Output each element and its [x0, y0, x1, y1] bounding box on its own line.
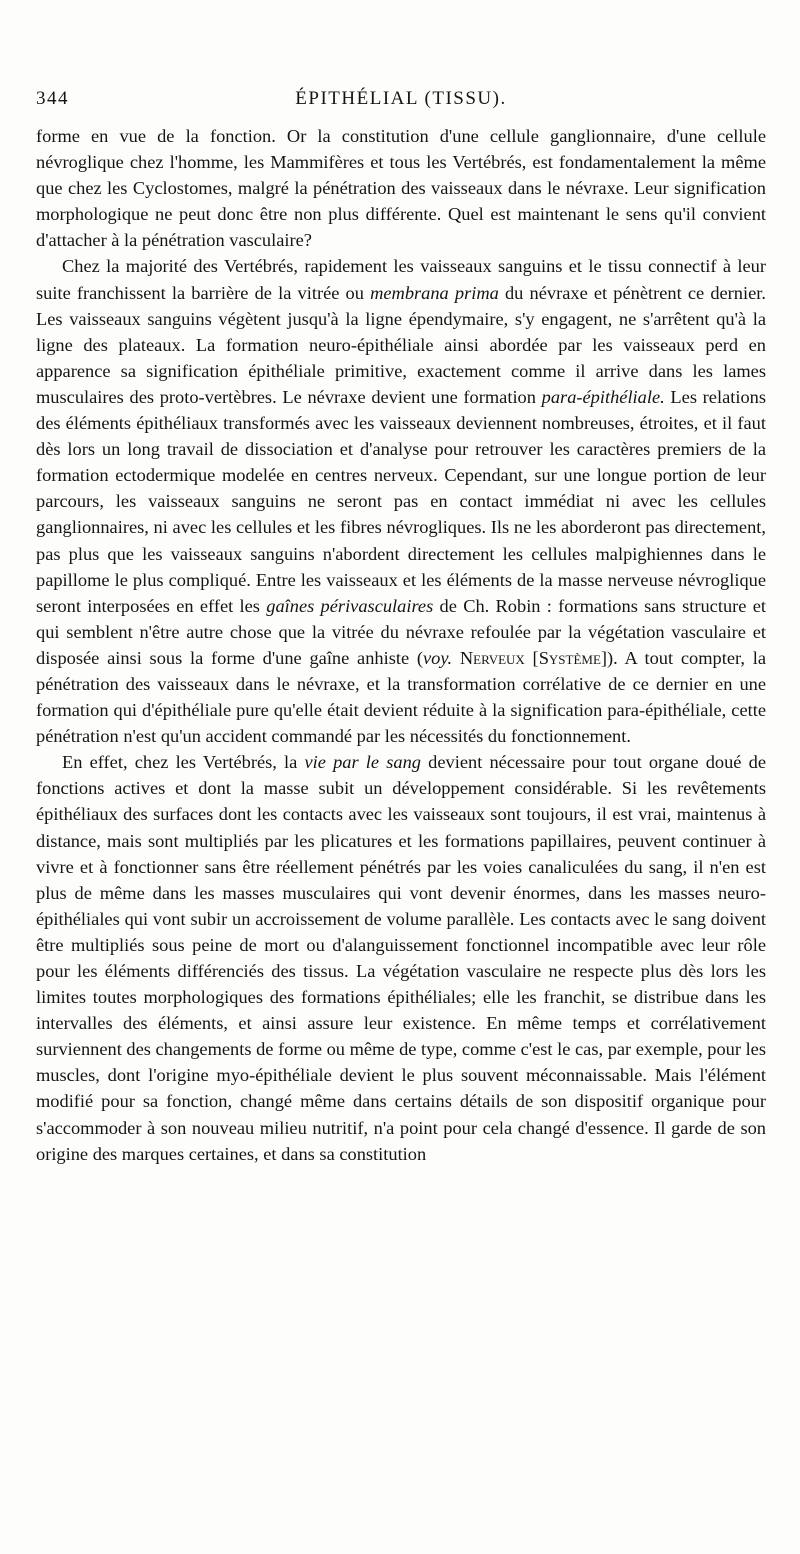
text-run: Les relations des éléments épithéliaux transformés avec les vaisseaux deviennent nombreuses, étroites, et il faut dès lors un long travail de dissociation et d'analyse pour retrouver les caractères premiers de la formation ectodermique modelée en centres nerveux. Cependant, sur une longue portion de leur parcours, les vaisseaux sanguins ne seront pas en contact immédiat ni avec les cellules ganglionnaires, ni avec les cellules et les fibres névrogliques. Ils ne les aborderont pas directement, pas plus que les vaisseaux sanguins n'abordent directement les cellules malpighiennes dans le papillome le plus compliqué. Entre les vaisseaux et les éléments de la masse nerveuse névroglique seront interposées en effet les: [36, 386, 766, 616]
italic-term-vie-par-le-sang: vie par le sang: [304, 752, 421, 773]
paragraph-3: [36, 749, 766, 1167]
body-text: [36, 123, 766, 1167]
page-header: [36, 88, 766, 118]
italic-term-gaines-perivasculaires: gaînes périvasculaires: [266, 595, 434, 616]
italic-voy: voy.: [422, 647, 453, 668]
text-run: ). A tout compter, la pénétration des vaisseaux dans le névraxe, et la transformation corrélative de ce dernier en une formation qui d'épithéliale pure qu'elle était devient réduite à la signification para-épithéliale, cette pénétration n'est qu'un accident commandé par les nécessités du fonctionnement.: [36, 647, 766, 747]
text-run: devient nécessaire pour tout organe doué de fonctions actives et dont la masse subit un développement considérable. Si les revêtements épithéliaux des surfaces dont les contacts avec les vaisseaux sont toujours, il est vrai, maintenus à distance, mais sont multipliés par les plicatures et les formations papillaires, peuvent continuer à vivre et à fonctionner sans être réellement pénétrés par les voies canaliculées du sang, il n'en est plus de même dans les masses musculaires qui vont devenir énormes, dans les masses neuro-épithéliales qui vont subir un accroissement de volume parallèle. Les contacts avec le sang doivent être multipliés sous peine de mort ou d'alanguissement fonctionnel incompatible avec leur rôle pour les éléments différenciés des tissus. La végétation vasculaire ne respecte plus dès lors les limites toutes morphologiques des formations épithéliales; elle les franchit, se distribue dans les intervalles des éléments, et ainsi assure leur existence. En même temps et corrélativement surviennent des changements de forme ou même de type, comme c'est le cas, par exemple, pour les muscles, dont l'origine myo-épithéliale devient le plus souvent méconnaissable. Mais l'élément modifié pour sa fonction, changé même dans certains détails de son dispositif organique pour s'accommoder à son nouveau milieu nutritif, n'a point pour cela changé d'essence. Il garde de son origine des marques certaines, et dans sa constitution: [36, 752, 766, 1164]
text-run: de Ch. Robin : formations sans structure et qui semblent n'être autre chose que la vitrée du névraxe refoulée par la végétation vasculaire et disposée ainsi sous la forme d'une gaîne anhiste (: [36, 595, 766, 668]
paragraph-1: forme en vue de la fonction. Or la constitution d'une cellule ganglionnaire, d'une cellule névroglique chez l'homme, les Mammifères et tous les Vertébrés, est fondamentalement la même que chez les Cyclostomes, malgré la pénétration des vaisseaux dans le névraxe. Leur signification morphologique ne peut donc être non plus différente. Quel est maintenant le sens qu'il convient d'attacher à la pénétration vasculaire?: [36, 126, 766, 251]
text-run: Chez la majorité des Vertébrés, rapidement les vaisseaux sanguins et le tissu connectif à leur suite franchissent la barrière de la vitrée ou: [36, 256, 766, 303]
text-run: En effet, chez les Vertébrés, la: [62, 752, 305, 773]
paragraph-2: Chez la majorité des Vertébrés, rapidement les vaisseaux sanguins et le tissu connectif à leur suite franchissent la barrière de la vitrée ou membrana prima du névraxe et pénètrent ce dernier. Les vaisseaux sanguins végètent jusqu'à la ligne épendymaire, s'y engagent, ne s'arrêtent qu'à la ligne des plateaux. La formation neuro-épithéliale ainsi abordée par les vaisseaux perd en apparence sa signification épithéliale primitive, exactement comme il arrive dans les lames musculaires des proto-vertèbres. Le névraxe devient une formation para-épithéliale. Les relations des éléments épithéliaux transformés avec les vaisseaux deviennent nombreuses, étroites, et il faut dès lors un long travail de dissociation et d'analyse pour retrouver les caractères premiers de la formation ectodermique modelée en centres nerveux. Cependant, sur une longue portion de leur parcours, les vaisseaux sanguins ne seront pas en contact immédiat ni avec les cellules ganglionnaires, ni avec les cellules et les fibres névrogliques. Ils ne les aborderont pas directement, pas plus que les vaisseaux sanguins n'abordent directement les cellules malpighiennes dans le papillome le plus compliqué. Entre les vaisseaux et les éléments de la masse nerveuse névroglique seront interposées en effet les gaînes périvasculaires de Ch. Robin : formations sans structure et qui semblent n'être autre chose que la vitrée du névraxe refoulée par la végétation vasculaire et disposée ainsi sous la forme d'une gaîne anhiste (voy. Nerveux [Système]). A tout compter, la pénétration des vaisseaux dans le névraxe, et la transformation corrélative de ce dernier en une formation qui d'épithéliale pure qu'elle était devient réduite à la signification para-épithéliale, cette pénétration n'est qu'un accident commandé par les nécessités du fonctionnement.: [36, 256, 766, 747]
italic-term-membrana-prima: membrana prima: [370, 282, 499, 303]
text-run: du névraxe et pénètrent ce dernier. Les vaisseaux sanguins végètent jusqu'à la ligne épendymaire, s'y engagent, ne s'arrêtent qu'à la ligne des plateaux. La formation neuro-épithéliale ainsi abordée par les vaisseaux perd en apparence sa signification épithéliale primitive, exactement comme il arrive dans les lames musculaires des proto-vertèbres. Le névraxe devient une formation: [36, 282, 766, 407]
italic-term-para-epitheliale: para-épithéliale.: [541, 386, 665, 407]
cross-reference-nerveux: Nerveux: [459, 647, 525, 668]
running-title: ÉPITHÉLIAL (TISSU).: [295, 88, 507, 109]
cross-reference-systeme: Système: [538, 647, 601, 668]
page-number: 344: [36, 88, 69, 109]
